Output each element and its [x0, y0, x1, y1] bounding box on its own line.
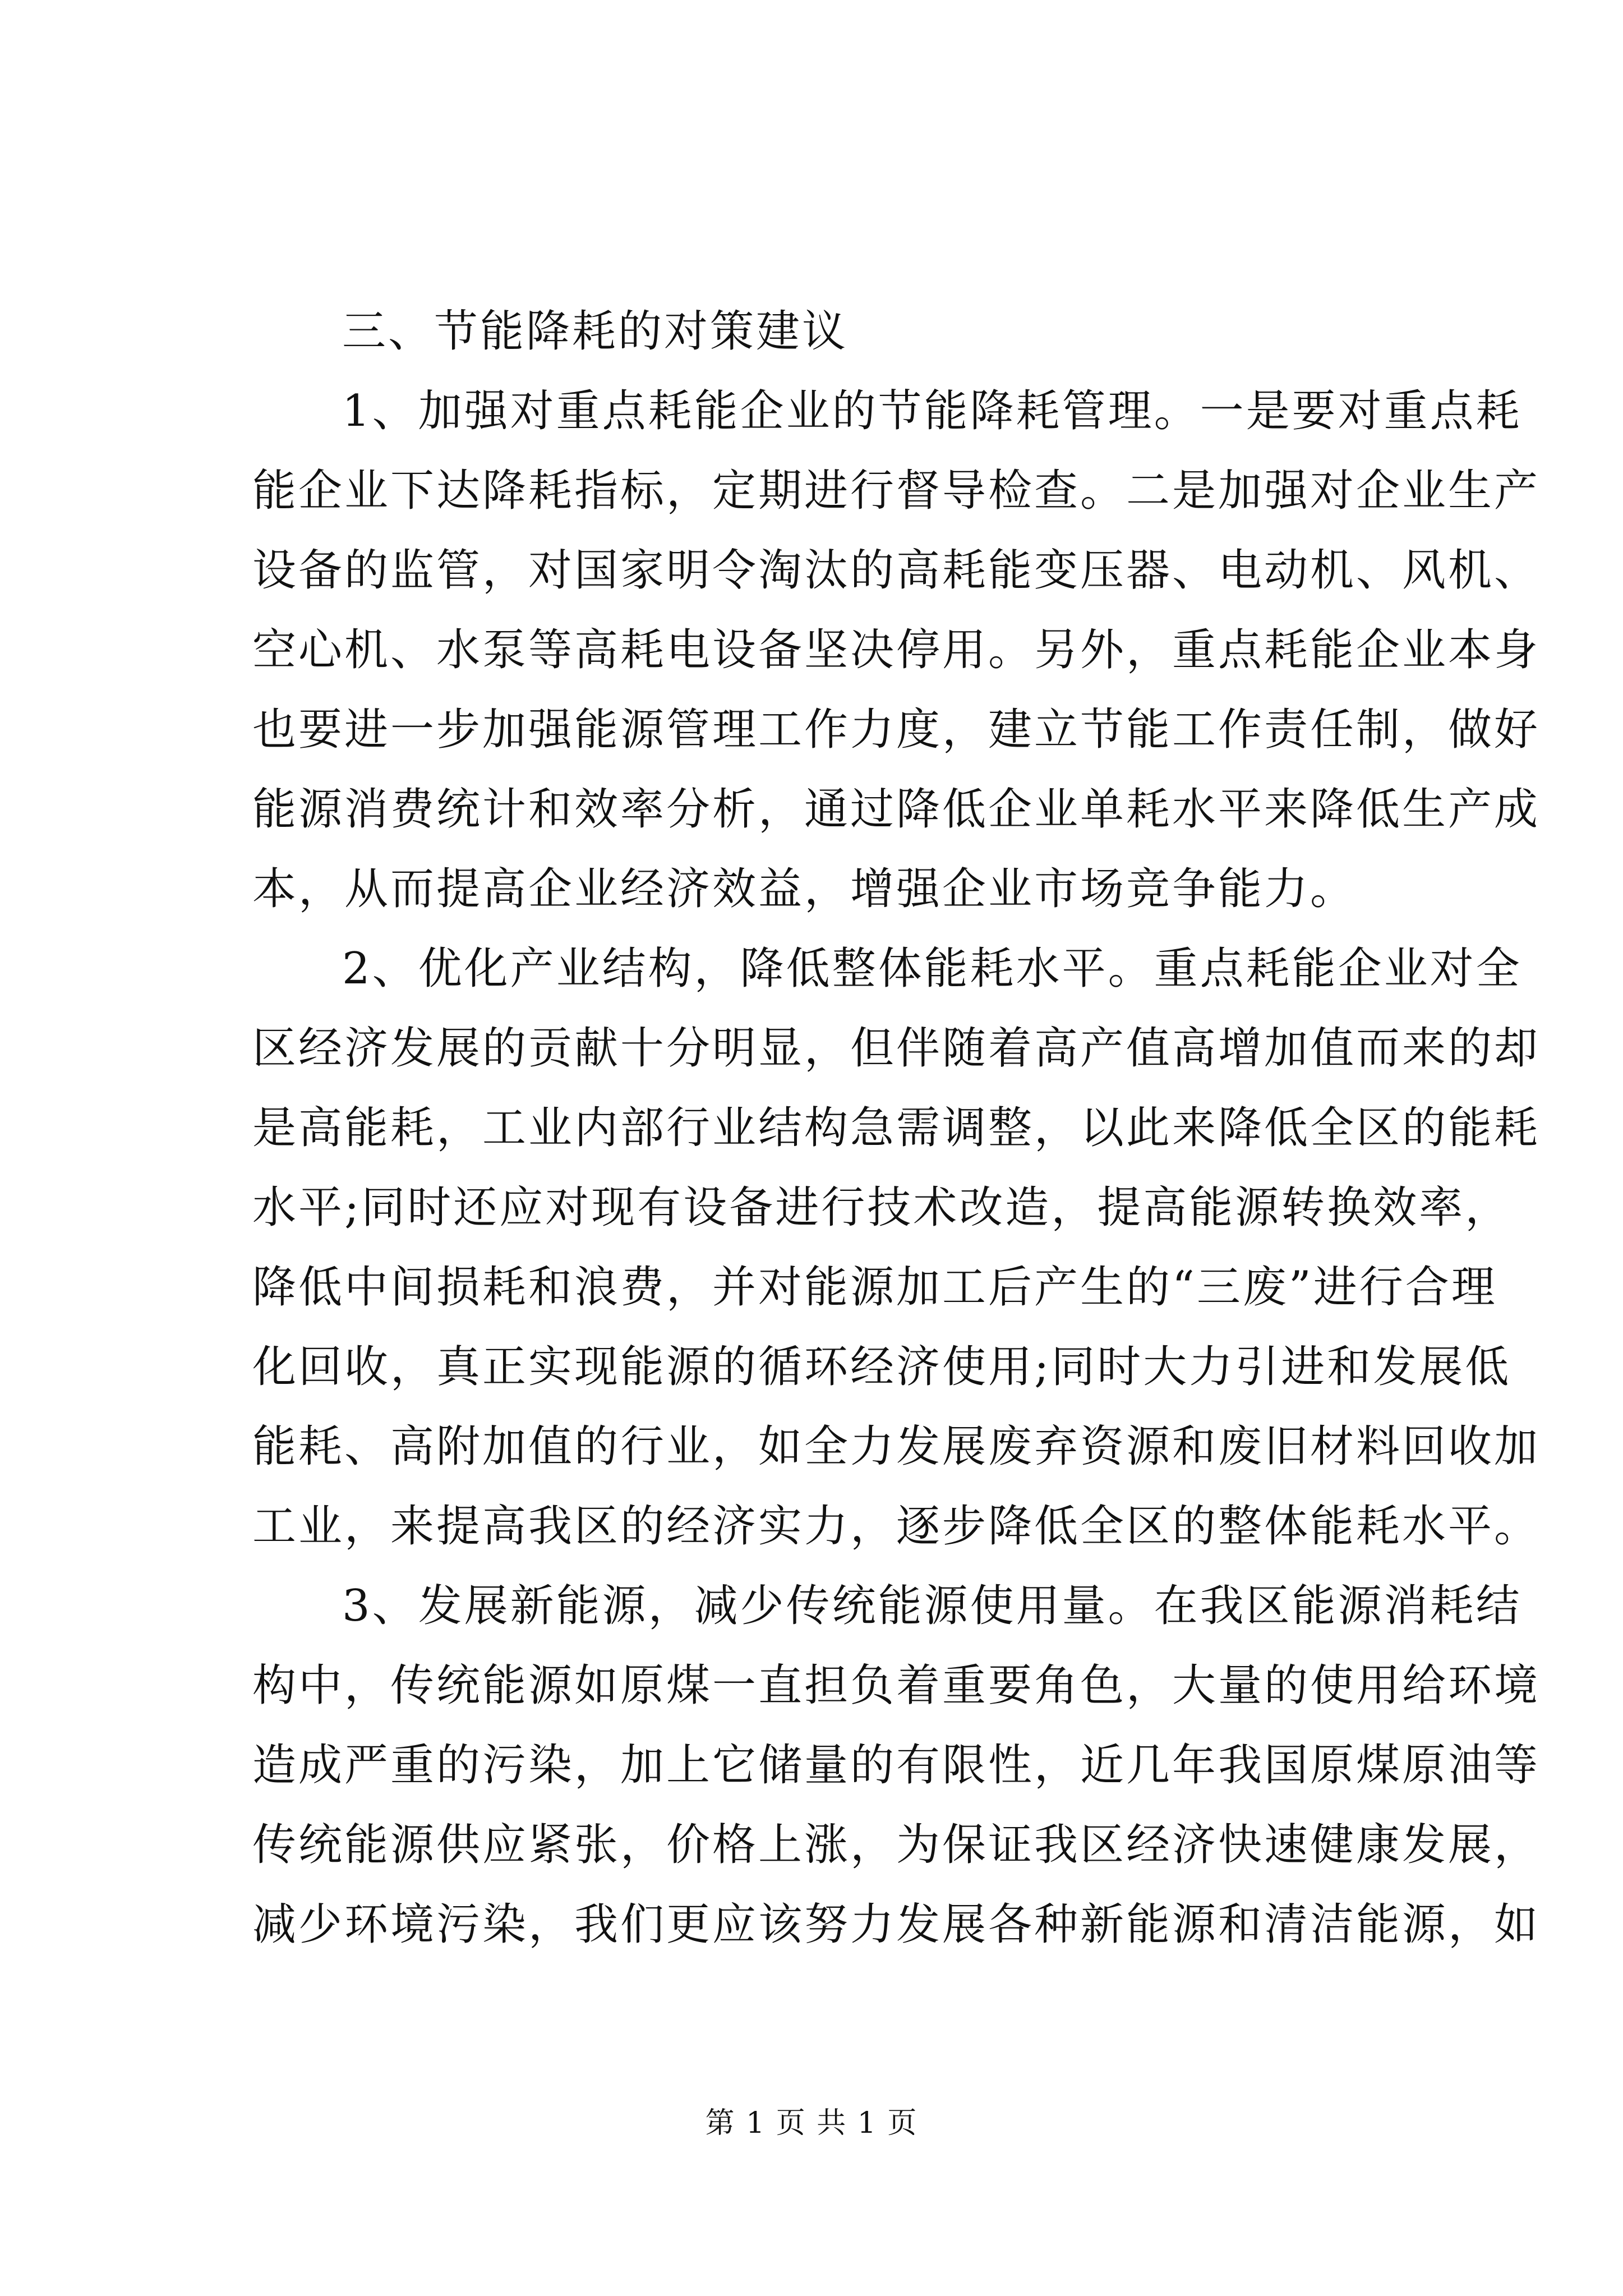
- paragraph-line: 也要进一步加强能源管理工作力度，建立节能工作责任制，做好: [252, 705, 1541, 755]
- section-heading: 三、节能降耗的对策建议: [342, 306, 849, 357]
- document-body: [252, 292, 1541, 1964]
- paragraph-line: 区经济发展的贡献十分明显，但伴随着高产值高增加值而来的却: [252, 1023, 1541, 1074]
- paragraph-line: 3、发展新能源，减少传统能源使用量。在我区能源消耗结: [342, 1581, 1522, 1631]
- paragraph-line: 能耗、高附加值的行业，如全力发展废弃资源和废旧材料回收加: [252, 1421, 1541, 1472]
- page-number-footer: 第 1 页 共 1 页: [705, 2106, 918, 2140]
- paragraph-line: 构中，传统能源如原煤一直担负着重要角色，大量的使用给环境: [252, 1660, 1541, 1711]
- paragraph-line: 本，从而提高企业经济效益，增强企业市场竞争能力。: [252, 864, 1357, 914]
- paragraph-line: 工业，来提高我区的经济实力，逐步降低全区的整体能耗水平。: [252, 1501, 1541, 1552]
- paragraph-line: 2、优化产业结构，降低整体能耗水平。重点耗能企业对全: [342, 944, 1522, 994]
- paragraph-line: 造成严重的污染，加上它储量的有限性，近几年我国原煤原油等: [252, 1740, 1541, 1791]
- paragraph-line: 能源消费统计和效率分析，通过降低企业单耗水平来降低生产成: [252, 784, 1541, 835]
- paragraph-line: 减少环境污染，我们更应该努力发展各种新能源和清洁能源，如: [252, 1899, 1541, 1950]
- paragraph-line: 能企业下达降耗指标，定期进行督导检查。二是加强对企业生产: [252, 466, 1541, 516]
- paragraph-line: 传统能源供应紧张，价格上涨，为保证我区经济快速健康发展，: [252, 1820, 1541, 1870]
- paragraph-line: 1、加强对重点耗能企业的节能降耗管理。一是要对重点耗: [342, 386, 1522, 436]
- paragraph-line: 空心机、水泵等高耗电设备坚决停用。另外，重点耗能企业本身: [252, 625, 1541, 675]
- paragraph-line: 降低中间损耗和浪费，并对能源加工后产生的“三废”进行合理: [252, 1262, 1497, 1313]
- paragraph-line: 水平;同时还应对现有设备进行技术改造，提高能源转换效率，: [252, 1182, 1511, 1233]
- paragraph-line: 化回收，真正实现能源的循环经济使用;同时大力引进和发展低: [252, 1342, 1511, 1392]
- paragraph-line: 设备的监管，对国家明令淘汰的高耗能变压器、电动机、风机、: [252, 545, 1541, 596]
- paragraph-line: 是高能耗，工业内部行业结构急需调整，以此来降低全区的能耗: [252, 1103, 1541, 1153]
